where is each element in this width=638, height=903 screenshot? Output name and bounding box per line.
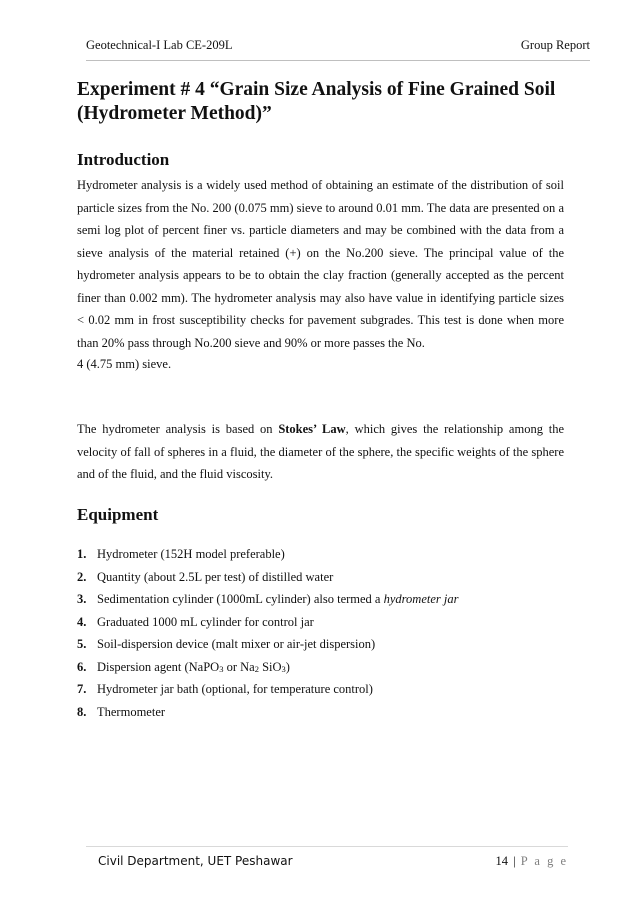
list-text: Dispersion agent (NaPO [97, 659, 220, 674]
list-text: Hydrometer jar bath (optional, for temperature control) [97, 682, 373, 696]
document-title: Experiment # 4 “Grain Size Analysis of Fine Grained Soil (Hydrometer Method)” [77, 79, 556, 124]
footer-page-info [496, 854, 568, 869]
equipment-heading: Equipment [77, 505, 159, 524]
list-number: 4. [77, 614, 87, 629]
list-number: 3. [77, 592, 87, 606]
list-text: or Na [223, 659, 255, 674]
list-text: Soil-dispersion device (malt mixer or air-jet dispersion) [97, 637, 376, 651]
list-number: 2. [77, 569, 87, 584]
equipment-list [77, 543, 458, 723]
introduction-paragraph-1-tail: 4 (4.75 mm) sieve. [77, 357, 172, 371]
introduction-paragraph-2 [77, 418, 564, 486]
paragraph-2-text-before: The hydrometer analysis is based on [77, 422, 279, 436]
subscript: 2 [254, 663, 259, 674]
list-number: 8. [77, 704, 87, 719]
stokes-law-term: Stokes’ Law [278, 422, 346, 436]
list-text: Sedimentation cylinder (1000mL cylinder) also termed a [97, 592, 384, 606]
list-item [77, 633, 458, 656]
list-item [77, 701, 458, 724]
list-number: 7. [77, 682, 87, 696]
page-separator: | [513, 854, 516, 868]
page-footer [86, 846, 568, 873]
list-text: Quantity (about 2.5L per test) of distilled water [97, 569, 334, 584]
list-text: ) [285, 659, 290, 674]
list-text-italic: hydrometer jar [383, 592, 459, 606]
list-item [77, 566, 458, 589]
list-item [77, 543, 458, 566]
footer-department: Civil Department, UET Peshawar [98, 854, 293, 868]
header-report-type: Group Report [520, 38, 590, 52]
introduction-paragraph-1: Hydrometer analysis is a widely used method of obtaining an estimate of the distribution of soil particle sizes from the No. 200 (0.075 mm) sieve to around 0.01 mm. The data are presented on a semi log plot of percent finer vs. particle diameters and may be combined with the data from a sieve analysis of the material retained (+) on the No.200 sieve. The principal value of the hydrometer analysis appears to be to obtain the clay fraction (generally accepted as the percent finer than 0.002 mm). The hydrometer analysis may also have value in identifying particle sizes < 0.02 mm in frost susceptibility checks for pavement subgrades. This test is done when more than 20% pass through No.200 sieve and 90% or more passes the No. [77, 178, 564, 350]
list-item [77, 678, 458, 701]
list-number: 1. [77, 547, 87, 561]
subscript: 3 [281, 663, 286, 674]
header-course: Geotechnical-I Lab CE-209L [86, 38, 233, 52]
list-item [77, 588, 458, 611]
list-text: Thermometer [97, 704, 166, 719]
paragraph-2-text-after: , which gives the relationship among the velocity of fall of spheres in a fluid, the diameter of the sphere, the specific weights of the sphere and of the fluid, and the fluid viscosity. [77, 422, 564, 481]
subscript: 3 [219, 663, 224, 674]
list-item [77, 611, 458, 634]
list-text: Hydrometer (152H model preferable) [97, 547, 285, 561]
page-number: 14 [495, 854, 509, 868]
list-text: Graduated 1000 mL cylinder for control jar [97, 614, 314, 629]
page-word: P a g e [520, 854, 568, 868]
list-text: SiO [258, 659, 282, 674]
list-number: 6. [77, 659, 87, 674]
list-item [77, 656, 458, 679]
page-header [86, 38, 590, 61]
introduction-heading: Introduction [77, 150, 170, 169]
list-number: 5. [77, 637, 87, 651]
